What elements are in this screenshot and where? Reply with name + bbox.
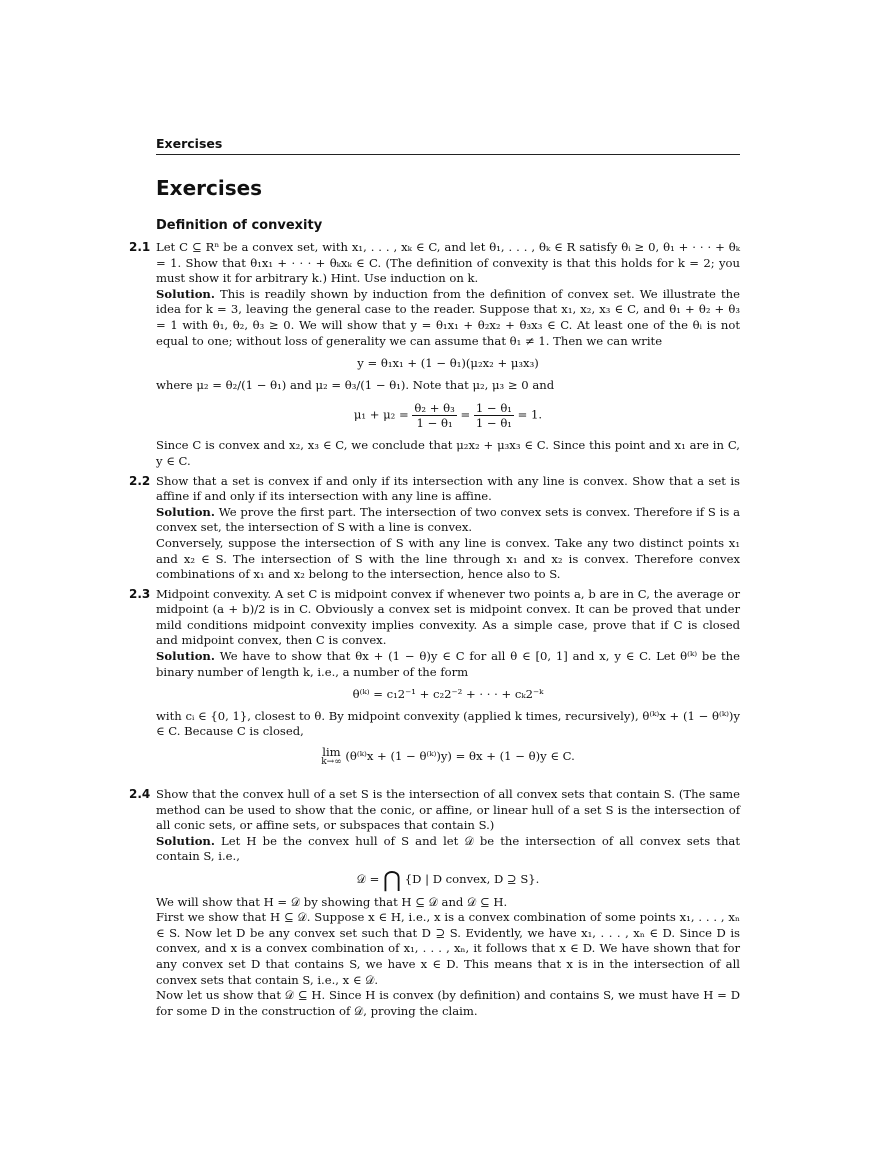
- section-title: Definition of convexity: [156, 218, 323, 233]
- display-equation: [156, 747, 740, 767]
- solution-text: where μ₂ = θ₂/(1 − θ₁) and μ₂ = θ₃/(1 − θ₁). Note that μ₂, μ₃ ≥ 0 and: [156, 377, 555, 392]
- display-equation: θ⁽ᵏ⁾ = c₁2⁻¹ + c₂2⁻² + · · · + cₖ2⁻ᵏ: [352, 687, 544, 702]
- limit-label: lim: [322, 745, 341, 760]
- equation-lhs: 𝒟 =: [356, 872, 380, 886]
- big-intersection-symbol: ⋂: [383, 868, 402, 893]
- display-equation: y = θ₁x₁ + (1 − θ₁)(μ₂x₂ + μ₃x₃): [357, 356, 539, 371]
- exercise-2-3: [129, 586, 741, 783]
- solution-paragraph: [156, 834, 740, 865]
- solution-text: with cᵢ ∈ {0, 1}, closest to θ. By midpoint convexity (applied k times, recursively), θ⁽ᵏ⁾x + (1 − θ⁽ᵏ⁾)y ∈ C. Because C is closed,: [156, 708, 740, 739]
- exercise-number: 2.4: [129, 787, 151, 802]
- solution-text: Now let us show that 𝒟 ⊆ H. Since H is convex (by definition) and contains S, we must have H = D for some D in the construction of 𝒟, proving the claim.: [156, 988, 740, 1018]
- problem-text: Let C ⊆ Rⁿ be a convex set, with x₁, . . . , xₖ ∈ C, and let θ₁, . . . , θₖ ∈ R satisfy θᵢ ≥ 0, θ₁ + · · · + θₖ = 1. Show that θ₁x₁ + · · · + θₖxₖ ∈ C. (The definition of convexity is that this holds for k = 2; you must show it for arbitrary k.) Hint. Use induction on k.: [156, 240, 740, 286]
- exercise-2-1: [129, 240, 740, 470]
- running-header: [156, 136, 740, 155]
- solution-label: Solution.: [156, 649, 215, 664]
- solution-label: Solution.: [156, 286, 215, 301]
- numerator: 1 − θ₁: [475, 401, 512, 416]
- exercise-list: [129, 240, 741, 1023]
- denominator: 1 − θ₁: [416, 416, 453, 431]
- display-equation: [156, 868, 740, 893]
- solution-text: Since C is convex and x₂, x₃ ∈ C, we conclude that μ₂x₂ + μ₃x₃ ∈ C. Since this point and x₁ are in C, y ∈ C.: [156, 438, 740, 468]
- equation-rhs: = 1.: [517, 407, 543, 422]
- solution-label: Solution.: [156, 504, 215, 519]
- solution-text: First we show that H ⊆ 𝒟. Suppose x ∈ H, i.e., x is a convex combination of some points x₁, . . . , xₙ ∈ S. Now let D be any convex set such that D ⊇ S. Evidently, we have x₁, . . . , xₙ ∈ D. Since D is convex, and x is a convex combination of x₁, . . . , xₙ, it follows that x ∈ D. We have shown that for any convex set D that contains S, we have x ∈ D. This means that x is in the intersection of all convex sets that contain S, i.e., x ∈ 𝒟.: [156, 910, 740, 987]
- fraction: [474, 401, 514, 430]
- solution-text: We will show that H = 𝒟 by showing that H ⊆ 𝒟 and 𝒟 ⊆ H.: [156, 894, 508, 909]
- display-equation: μ₁ + μ₂ = $\frac{\text{θ₂ + θ₃}}{\text{1 − θ₁}}$ = $\frac{\text{1 − θ₁}}{\text{1 − θ₁}}$ = 1.: [353, 401, 543, 431]
- fraction: [412, 401, 456, 430]
- exercise-2-2: [129, 473, 741, 583]
- solution-paragraph: [156, 649, 740, 680]
- exercise-number: 2.2: [129, 473, 151, 488]
- solution-text: This is readily shown by induction from the definition of convex set. We illustrate the idea for k = 3, leaving the general case to the reader. Suppose that x₁, x₂, x₃ ∈ C, and θ₁ + θ₂ + θ₃ = 1 with θ₁, θ₂, θ₃ ≥ 0. We will show that y = θ₁x₁ + θ₂x₂ + θ₃x₃ ∈ C. At least one of the θᵢ is not equal to one; without loss of generality we can assume that θ₁ ≠ 1. Then we can write: [156, 286, 740, 348]
- chapter-title: Exercises: [156, 176, 263, 200]
- limit-operator: [321, 747, 342, 767]
- solution-text: Conversely, suppose the intersection of S with any line is convex. Take any two distinct points x₁ and x₂ ∈ S. The intersection of S with the line through x₁ and x₂ is convex. Therefore convex combinations of x₁ and x₂ belong to the intersection, hence also to S.: [156, 535, 740, 582]
- solution-text: We prove the first part. The intersection of two convex sets is convex. Therefore if S is a convex set, the intersection of S with a line is convex.: [156, 504, 741, 535]
- problem-text: Show that the convex hull of a set S is the intersection of all convex sets that contain S. (The same method can be used to show that the conic, or affine, or linear hull of a set S is the intersection of all conic sets, or affine sets, or subspaces that contain S.): [156, 787, 740, 833]
- limit-subscript: k→∞: [321, 757, 342, 768]
- running-header-text: Exercises: [156, 136, 223, 151]
- equation-rhs: {D | D convex, D ⊇ S}.: [404, 872, 540, 886]
- solution-text: Let H be the convex hull of S and let 𝒟 be the intersection of all convex sets that contain S, i.e.,: [156, 833, 740, 864]
- denominator: 1 − θ₁: [475, 416, 512, 431]
- exercise-number: 2.3: [129, 586, 151, 601]
- problem-text: Midpoint convexity. A set C is midpoint convex if whenever two points a, b are in C, the average or midpoint (a + b)/2 is in C. Obviously a convex set is midpoint convex. It can be proved that under mild conditions midpoint convexity implies convexity. As a simple case, prove that if C is closed and midpoint convex, then C is convex.: [156, 586, 740, 648]
- solution-paragraph: [156, 287, 740, 349]
- problem-text: Show that a set is convex if and only if its intersection with any line is convex. Show that a set is affine if and only if its intersection with any line is affine.: [156, 473, 740, 504]
- solution-paragraph: [156, 505, 740, 536]
- exercise-2-4: [129, 787, 740, 1019]
- solution-text: We have to show that θx + (1 − θ)y ∈ C for all θ ∈ [0, 1] and x, y ∈ C. Let θ⁽ᵏ⁾ be the binary number of length k, i.e., a number of the form: [156, 649, 741, 679]
- equation-lhs: μ₁ + μ₂ =: [353, 407, 409, 422]
- numerator: θ₂ + θ₃: [414, 401, 455, 416]
- equation-body: (θ⁽ᵏ⁾x + (1 − θ⁽ᵏ⁾)y) = θx + (1 − θ)y ∈ C.: [345, 749, 575, 764]
- exercise-number: 2.1: [129, 240, 151, 254]
- solution-label: Solution.: [156, 833, 215, 848]
